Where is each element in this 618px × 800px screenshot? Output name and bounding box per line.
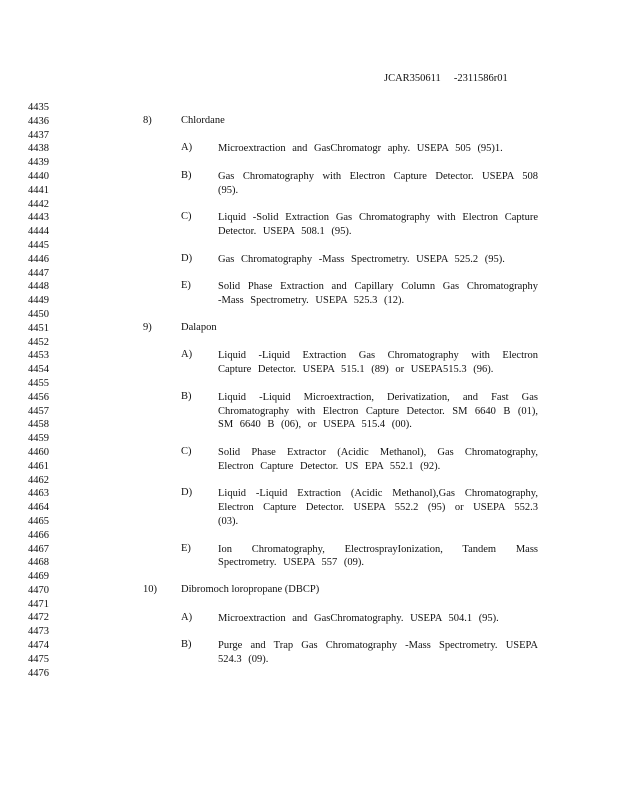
- item-text: Liquid -Liquid Extraction (Acidic Methanol),Gas Chromatography, Electron Capture Detector. USEPA 552.2 (95) or USEPA 552.3 (03).: [218, 488, 538, 527]
- line-number: 4444: [28, 226, 49, 238]
- line-number: 4437: [28, 129, 49, 141]
- item-letter: C): [181, 211, 192, 223]
- line-number: 4441: [28, 184, 49, 196]
- item-letter: B): [181, 390, 192, 402]
- line-number: 4446: [28, 253, 49, 265]
- line-number: 4474: [28, 640, 49, 652]
- item-letter: B): [181, 639, 192, 651]
- item-letter: D): [181, 252, 193, 264]
- line-number: 4472: [28, 612, 49, 624]
- section-number: 8): [143, 114, 152, 126]
- item-text: Purge and Trap Gas Chromatography -Mass Spectrometry. USEPA 524.3 (09).: [218, 640, 538, 665]
- line-number: 4476: [28, 667, 49, 679]
- line-number: 4466: [28, 529, 49, 541]
- line-number: 4462: [28, 474, 49, 486]
- line-number: 4468: [28, 557, 49, 569]
- item-text: Liquid -Solid Extraction Gas Chromatography with Electron Capture Detector. USEPA 508.1 (95).: [218, 212, 538, 238]
- item-text: Microextraction and GasChromatogr aphy. USEPA 505 (95)1.: [218, 143, 503, 155]
- section-number: 10): [143, 584, 157, 595]
- line-number: 4475: [28, 653, 49, 665]
- line-number: 4464: [28, 502, 49, 514]
- line-number: 4439: [28, 157, 49, 169]
- line-number: 4450: [28, 308, 49, 320]
- line-number: 4465: [28, 515, 49, 527]
- line-number: 4436: [28, 115, 49, 127]
- item-text: Liquid -Liquid Microextraction, Derivatization, and Fast Gas Chromatography with Electron Capture Detector. SM 6640 B (01), SM 6640 B (06), or USEPA 515.4 (00).: [218, 391, 538, 431]
- item-text: Solid Phase Extraction and Capillary Column Gas Chromatography -Mass Spectrometry. USEPA 525.3 (12).: [218, 281, 538, 307]
- line-number: 4470: [28, 584, 49, 596]
- line-number: 4447: [28, 267, 49, 279]
- line-number: 4467: [28, 543, 49, 555]
- line-number: 4469: [28, 571, 49, 583]
- item-letter: B): [181, 170, 192, 181]
- item-text: Gas Chromatography with Electron Capture Detector. USEPA 508 (95).: [218, 171, 538, 196]
- item-letter: E): [181, 542, 191, 554]
- line-number: 4448: [28, 281, 49, 293]
- line-number: 4442: [28, 198, 49, 210]
- line-number: 4440: [28, 170, 49, 182]
- section-number: 9): [143, 321, 152, 333]
- line-number: 4463: [28, 488, 49, 500]
- document-header: JCAR350611 -2311586r01: [384, 73, 508, 84]
- line-number: 4451: [28, 322, 49, 334]
- section-title: Chlordane: [181, 114, 225, 126]
- item-text: Gas Chromatography -Mass Spectrometry. USEPA 525.2 (95).: [218, 253, 505, 265]
- line-number: 4460: [28, 446, 49, 458]
- line-number: 4454: [28, 364, 49, 376]
- line-number: 4459: [28, 433, 49, 445]
- line-number: 4456: [28, 391, 49, 403]
- section-title: Dalapon: [181, 321, 217, 333]
- line-number: 4443: [28, 212, 49, 224]
- item-letter: C): [181, 446, 192, 457]
- line-number: 4435: [28, 102, 49, 113]
- item-text: Liquid -Liquid Extraction Gas Chromatography with Electron Capture Detector. USEPA 515.1 (89) or USEPA515.3 (96).: [218, 350, 538, 376]
- item-letter: E): [181, 280, 191, 292]
- item-letter: A): [181, 349, 193, 361]
- line-number: 4452: [28, 336, 49, 348]
- item-text: Microextraction and GasChromatography. USEPA 504.1 (95).: [218, 612, 499, 624]
- item-letter: D): [181, 487, 193, 499]
- section-title: Dibromoch loropropane (DBCP): [181, 584, 320, 595]
- line-number: 4458: [28, 419, 49, 431]
- line-number: 4453: [28, 350, 49, 362]
- line-number: 4449: [28, 295, 49, 307]
- line-number: 4461: [28, 460, 49, 472]
- line-number: 4445: [28, 239, 49, 251]
- line-number: 4438: [28, 143, 49, 155]
- line-number: 4457: [28, 405, 49, 417]
- line-number: 4471: [28, 598, 49, 610]
- item-text: Ion Chromatography, ElectrosprayIonization, Tandem Mass Spectrometry. USEPA 557 (09).: [218, 543, 538, 569]
- line-number: 4473: [28, 626, 49, 638]
- item-letter: A): [181, 611, 193, 623]
- line-number: 4455: [28, 377, 49, 389]
- item-letter: A): [181, 142, 193, 154]
- item-text: Solid Phase Extractor (Acidic Methanol), Gas Chromatography, Electron Capture Detector. US EPA 552.1 (92).: [218, 447, 538, 472]
- line-numbers: [28, 101, 49, 680]
